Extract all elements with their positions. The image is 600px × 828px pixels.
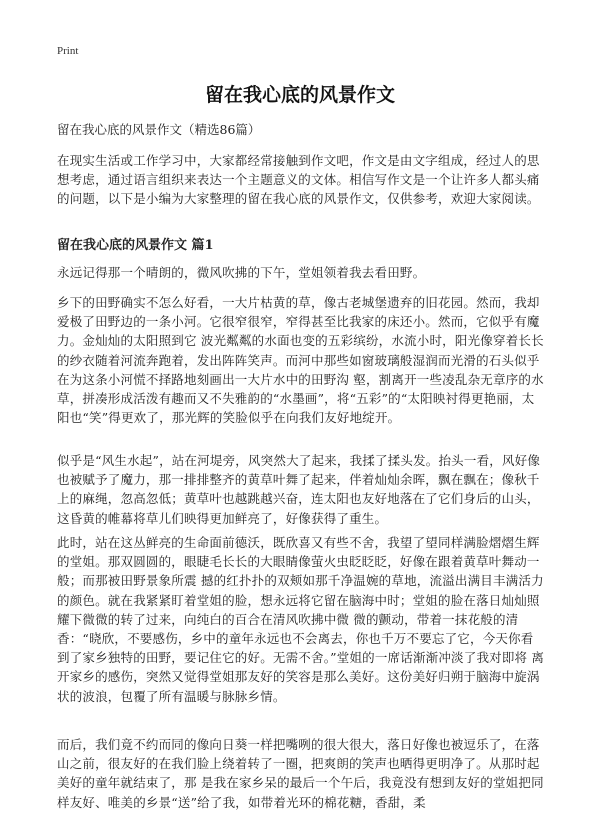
article-subtitle: 留在我心底的风景作文（精选86篇）	[57, 122, 261, 137]
paragraph-5: 而后，我们竟不约而同的像向日葵一样把嘴咧的很大很大，落日好像也被逗乐了，在落山之前，很友好的在我们脸上绕着转了一圈，把爽朗的笑声也晒得更明净了。从那时起美好的童年就结束了，那 是我在家乡呆的最后一个午后，我竟没有想到友好的堂姐把同样友好、唯美的乡景“送”给了我，如带着光环的棉花糖，香甜，柔	[57, 737, 544, 810]
paragraph-4: 此时，站在这丛鲜亮的生命面前德沃，既欣喜又有些不舍，我望了望同样满脸熠熠生辉的堂姐。那双圆圆的，眼睫毛长长的大眼睛像萤火虫眨眨眨，好像在跟着黄草叶舞动一般；而那被田野景象所震 撼的红扑扑的双颊如那千净温婉的草地，流溢出满目丰满活力的颜色。就在我紧紧盯着堂姐的脸，想永远将它留在脑海中时；堂姐的脸在落日灿灿照耀下微微的转了过来，向纯白的百合在清风吹拂中微 微的颤动，带着一抹花般的清香：“晓欣，不要感伤，乡中的童年永远也不会离去，你也千万不要忘了它，今天你看到了家乡独特的田野，要记住它的好。无需不舍。”堂姐的一席话渐渐冲淡了我对即将 离开家乡的感伤，突然又觉得堂姐那友好的笑容是那么美好。这份美好归朔于脑海中旋涡状的波浪，包覆了所有温暖与脉脉乡情。	[57, 535, 545, 704]
print-link[interactable]: Print	[57, 45, 79, 57]
paragraph-3: 似乎是“风生水起”，站在河堤旁，风突然大了起来，我揉了揉头发。抬头一看，风好像也被赋予了魔力，那一排排整齐的黄草叶舞了起来，伴着灿灿余晖，飘在飘在；像秋千上的麻绳，忽高忽低；黄草叶也越跳越兴奋，连太阳也友好地落在了它们身后的山头，这昏黄的帷幕将草儿们映得更加鲜亮了，好像获得了重生。	[57, 453, 541, 526]
paragraph-1: 永远记得那一个晴朗的，微风吹拂的下午，堂姐领着我去看田野。	[57, 265, 426, 280]
section-heading: 留在我心底的风景作文 篇1	[57, 238, 214, 253]
paragraph-2: 乡下的田野确实不怎么好看，一大片枯黄的草，像古老城堡遗弃的旧花园。然而，我却爱极了田野边的一条小河。它很窄很窄，窄得甚至比我家的床还小。然而，它似乎有魔力。金灿灿的太阳照到它 波光粼粼的水面也变的五彩缤纷，水流小时，阳光像穿着长长的纱衣随着河流奔跑着，发出阵阵笑声。而河中那些如窗玻璃般湿润而光滑的石头似乎在为这条小河慌不择路地刻画出一大片水中的田野沟 壑，割离开一些凌乱杂无章序的水草，拼凑形成活泼有趣而又不失雅韵的“水墨画”，将“五彩”的“太阳映衬得更艳丽，太阳也“笑”得更欢了，那光辉的笑脸似乎在向我们友好地绽开。	[57, 295, 544, 426]
intro-paragraph: 在现实生活或工作学习中，大家都经常接触到作文吧，作文是由文字组成，经过人的思想考虑，通过语言组织来表达一个主题意义的文体。相信写作文是一个让许多人都头痛的问题，以下是小编为大家整理的留在我心底的风景作文，仅供参考，欢迎大家阅读。	[57, 153, 540, 207]
page-title: 留在我心底的风景作文	[204, 84, 395, 106]
